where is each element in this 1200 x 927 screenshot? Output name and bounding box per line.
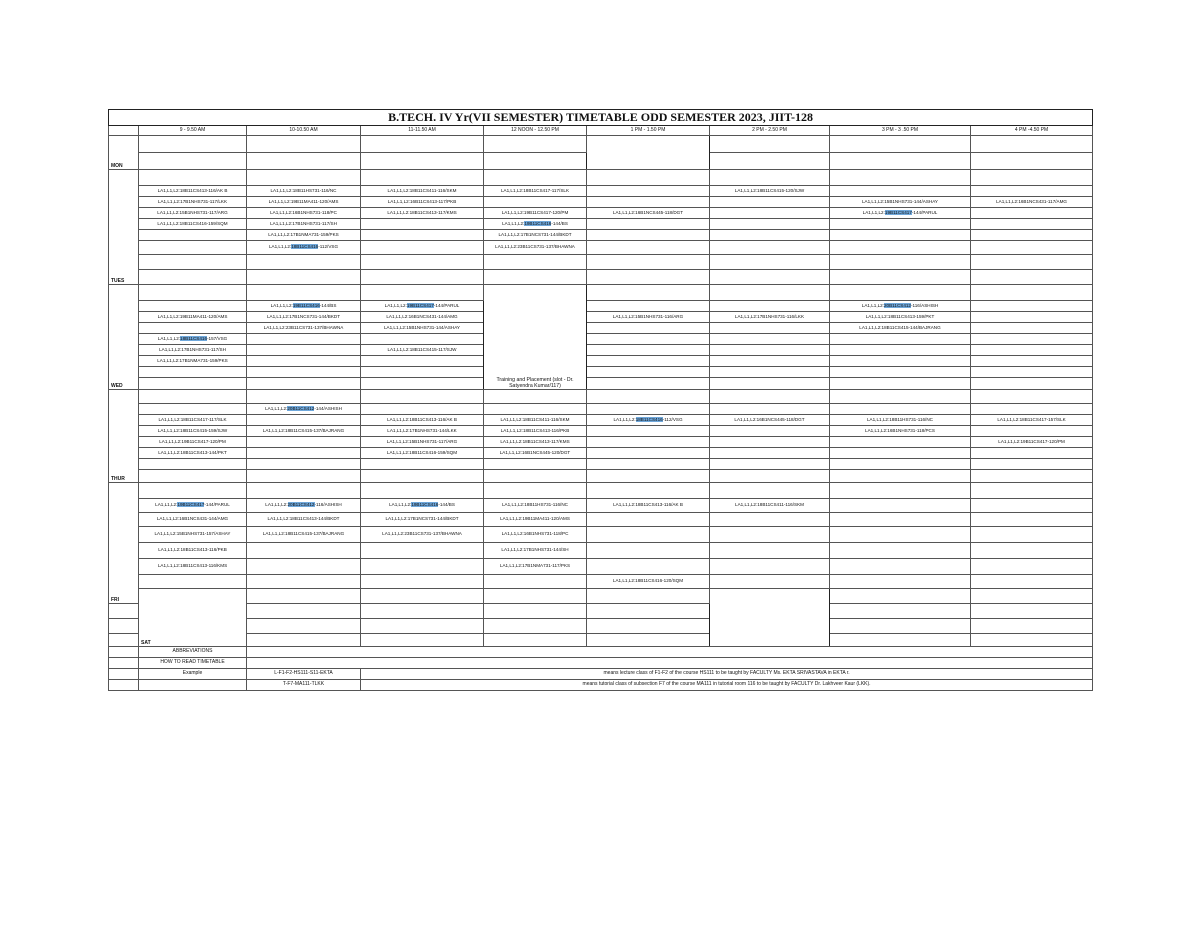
mon-row	[109, 136, 1093, 153]
class-entry: LA1,L1,L2:16B1NCS431-117/AMG	[971, 197, 1093, 208]
class-entry	[247, 241, 361, 255]
slot-header: 12 NOON - 12.50 PM	[484, 126, 587, 136]
class-entry-suffix: -144/BS	[438, 502, 455, 508]
tue-row	[109, 219, 1093, 230]
class-entry-prefix: LA1,L1,L2:	[502, 220, 525, 226]
class-entry	[587, 415, 710, 426]
class-entry	[830, 208, 971, 219]
class-entry-prefix: LA1,L1,L2:	[268, 244, 292, 250]
class-entry-prefix: LA1,L1,L2:	[862, 209, 885, 215]
tue-row	[109, 270, 1093, 285]
class-entry: LA1,L1,L2:16B1NHS731-118/PC	[247, 208, 361, 219]
class-entry: LA1,L1,L2:18B11CS415-117/SJW	[361, 345, 484, 356]
highlighted-course-code: 18B11CS416	[291, 244, 319, 250]
slot-header: 10-10.50 AM	[247, 126, 361, 136]
class-entry: LA1,L1,L2:18B11HS731-116/NC	[830, 415, 971, 426]
wed-row	[109, 334, 1093, 345]
thu-row	[109, 448, 1093, 459]
class-entry: LA1,L1,L2:19B11MA411-120/AMS	[247, 197, 361, 208]
class-entry: LA1,L1,L2:15B1NHS731-157/ASHAY	[139, 527, 247, 543]
timetable-sheet	[108, 109, 1093, 691]
class-entry-prefix: LA1,L1,L2:	[155, 502, 178, 508]
example-description: means tutorial class of subsection F7 of the course MA111 in tutorial room 116 to be taught by FACULTY Dr. Lakhveer Kaur (LKK).	[361, 680, 1093, 691]
fri-row	[109, 483, 1093, 499]
class-entry: LA1,L1,L2:18B11CS416-159/SQM	[361, 448, 484, 459]
class-entry: LA1,L1,L2:15B1NHS731-144/ASHAY	[830, 197, 971, 208]
class-entry: LA1,L1,L2:16B1NCS445-118/DGT	[710, 415, 830, 426]
class-entry: LA1,L1,L2:18B11CS416-120/SQM	[587, 575, 710, 589]
class-entry: LA1,L1,L2:18B11HS731-116/NC	[484, 499, 587, 513]
class-entry: LA1,L1,L2:17B1NHS731-116/LKK	[710, 312, 830, 323]
wed-row	[109, 367, 1093, 378]
class-entry: LA1,L1,L2:18B11CS411-116/SKM	[484, 415, 587, 426]
class-entry	[247, 499, 361, 513]
class-entry: LA1,L1,L2:18B11CS413-117/KMS	[361, 208, 484, 219]
class-entry: LA1,L1,L2:23B11CS731-137/BHAWNA	[484, 241, 587, 255]
class-entry	[247, 301, 361, 312]
class-entry: LA1,L1,L2:16B1NCS431-144/AMG	[361, 312, 484, 323]
slot-header: 11-11.50 AM	[361, 126, 484, 136]
class-entry: LA1,L1,L2:17B1NHS731-144/SH	[484, 543, 587, 559]
tue-row	[109, 255, 1093, 270]
thu-row	[109, 426, 1093, 437]
class-entry: LA1,L1,L2:17B1NHS731-117/LKK	[139, 197, 247, 208]
fri-row	[109, 559, 1093, 575]
highlighted-course-code: 19B11CS417	[406, 302, 434, 308]
class-entry: LA1,L1,L2:18B11HS731-116/NC	[247, 186, 361, 197]
class-entry-prefix: LA1,L1,L2:	[157, 335, 181, 341]
class-entry: LA1,L1,L2:19B11CS417-120/PM	[139, 437, 247, 448]
example-code: T-F7-MA111-TLKK	[247, 680, 361, 691]
class-entry: LA1,L1,L2:18B11CS417-117/SLK	[139, 415, 247, 426]
class-entry: LA1,L1,L2:15B1NHS731-116/ARG	[587, 312, 710, 323]
wed-row	[109, 301, 1093, 312]
fri-row	[109, 575, 1093, 589]
highlighted-course-code: 20B11CS412	[884, 302, 911, 308]
class-entry: LA1,L1,L2:18B11CS413-116/AK B	[587, 499, 710, 513]
footer-row	[109, 680, 1093, 691]
class-entry-prefix: LA1,L1,L2:	[265, 405, 288, 411]
tue-row	[109, 197, 1093, 208]
thu-row	[109, 415, 1093, 426]
class-entry-suffix: -144/PARUL	[911, 209, 938, 215]
class-entry: LA1,L1,L2:17B1NCS731-144/BKDT	[247, 312, 361, 323]
sat-row	[109, 619, 1093, 634]
class-entry: LA1,L1,L2:18B11CS411-116/SKM	[710, 499, 830, 513]
wed-row	[109, 285, 1093, 301]
footer-row	[109, 669, 1093, 680]
class-entry: LA1,L1,L2:19B11CS417-120/PM	[971, 437, 1093, 448]
thu-row	[109, 390, 1093, 404]
lunch-block	[710, 589, 830, 647]
class-entry: LA1,L1,L2:18B11CS413-116/AK B	[361, 415, 484, 426]
highlighted-course-code: 19B11CS417	[177, 502, 205, 508]
class-entry: LA1,L1,L2:17B1NHS731-117/SH	[247, 219, 361, 230]
highlighted-course-code: 19B11CS416	[292, 302, 320, 308]
class-entry: LA1,L1,L2:15B1NHS731-144/ASHAY	[361, 323, 484, 334]
footer-row	[109, 658, 1093, 669]
training-placement-slot: Training and Placement (slot - Dr. Satyendra Kumar/117)	[484, 285, 587, 390]
how-to-label: HOW TO READ TIMETABLE	[139, 658, 247, 669]
class-entry: LA1,L1,L2:16B1NHS731-118/PCS	[830, 426, 971, 437]
class-entry-prefix: LA1,L1,L2:	[613, 416, 636, 422]
class-entry: LA1,L1,L2:17B1NCS731-144/BKDT	[484, 230, 587, 241]
wed-row	[109, 312, 1093, 323]
class-entry	[361, 301, 484, 312]
slot-header: 9 - 9.50 AM	[139, 126, 247, 136]
class-entry-suffix: -144/ASHISH	[314, 405, 342, 411]
highlighted-course-code: 19B11CS416	[411, 502, 439, 508]
class-entry: LA1,L1,L2:18B11CS413-159/PKT	[830, 312, 971, 323]
sat-row	[109, 634, 1093, 647]
class-entry: LA1,L1,L2:18B11CS413-116/KMS	[139, 559, 247, 575]
class-entry: LA1,L1,L2:17B1NMA731-117/PKS	[484, 559, 587, 575]
class-entry	[139, 499, 247, 513]
slot-header: 2 PM - 2.50 PM	[710, 126, 830, 136]
class-entry-suffix: -144/PARUL	[204, 502, 230, 508]
class-entry-prefix: LA1,L1,L2:	[270, 302, 293, 308]
class-entry: LA1,L1,L2:16B1NCS445-118/DGT	[587, 208, 710, 219]
day-label-fri: FRI	[109, 483, 139, 604]
wed-row	[109, 356, 1093, 367]
class-entry: LA1,L1,L2:18B11CS415-159/SJW	[139, 426, 247, 437]
class-entry-prefix: LA1,L1,L2:	[389, 502, 412, 508]
day-label-thu: THUR	[109, 390, 139, 483]
tue-row	[109, 170, 1093, 186]
class-entry: LA1,L1,L2:16B11CS413-117/PKB	[361, 197, 484, 208]
class-entry	[361, 499, 484, 513]
class-entry: LA1,L1,L2:18B11CS415-137/BAJRANG	[247, 426, 361, 437]
example-label: Example	[139, 669, 247, 680]
class-entry: LA1,L1,L2:19B11MA411-120/AMS	[484, 513, 587, 527]
highlighted-course-code: 20B11CS412	[287, 405, 315, 411]
class-entry	[484, 219, 587, 230]
day-label-sat: SAT	[139, 589, 247, 647]
class-entry-suffix: -112/VSG	[318, 244, 339, 250]
class-entry: LA1,L1,L2:18B11CS411-116/SKM	[361, 186, 484, 197]
class-entry: LA1,L1,L2:18B11CS413-144/BKDT	[247, 513, 361, 527]
example-description: means lecture class of F1-F2 of the course HS111 to be taught by FACULTY Ms. EKTA SRIVASTAVA in EKTA r.	[361, 669, 1093, 680]
corner-cell	[109, 126, 139, 136]
class-entry: LA1,L1,L2:18B11CS416-159/SQM	[139, 219, 247, 230]
class-entry: LA1,L1,L2:18B11CS413-144/PKT	[139, 448, 247, 459]
class-entry: LA1,L1,L2:23B11CS731-137/BHAWNA	[247, 323, 361, 334]
timetable-title: B.TECH. IV Yr(VII SEMESTER) TIMETABLE ODD SEMESTER 2023, JIIT-128	[109, 110, 1093, 126]
header-row	[109, 126, 1093, 136]
tue-row	[109, 208, 1093, 219]
class-entry: LA1,L1,L2:18B11CS413-116/PKB	[484, 426, 587, 437]
day-label-wed: WED	[109, 285, 139, 390]
wed-row	[109, 378, 1093, 390]
class-entry: LA1,L1,L2:17B1NMA731-159/PKS	[247, 230, 361, 241]
highlighted-course-code: 19B11CS417	[884, 209, 912, 215]
wed-row	[109, 323, 1093, 334]
class-entry-suffix: -144/BS	[319, 302, 337, 308]
class-entry-suffix: -116/ASHISH	[911, 302, 939, 308]
example-code: L-F1-F2-HS111-S11-EKTA	[247, 669, 361, 680]
class-entry: LA1,L1,L2:17B1NCS731-144/BKDT	[361, 513, 484, 527]
class-entry-suffix: -144/BS	[551, 220, 568, 226]
class-entry-prefix: LA1,L1,L2:	[861, 302, 884, 308]
fri-row	[109, 513, 1093, 527]
class-entry: LA1,L1,L2:23B11CS731-137/BHAWNA	[361, 527, 484, 543]
class-entry: LA1,L1,L2:17B1NMA731-159/PKS	[139, 356, 247, 367]
tue-row	[109, 241, 1093, 255]
class-entry: LA1,L1,L2:18B11CS417-117/SLK	[484, 186, 587, 197]
thu-row	[109, 404, 1093, 415]
class-entry: LA1,L1,L2:16B1NHS731-118/PC	[484, 527, 587, 543]
footer-row	[109, 647, 1093, 658]
class-entry: LA1,L1,L2:18B11CS413-116/PKB	[139, 543, 247, 559]
class-entry: LA1,L1,L2:15B1NHS731-117/ARG	[361, 437, 484, 448]
day-label-mon: MON	[109, 136, 139, 170]
fri-row	[109, 543, 1093, 559]
class-entry: LA1,L1,L2:18B11CS413-117/KMS	[484, 437, 587, 448]
class-entry: LA1,L1,L2:16B1NCS445-120/DGT	[484, 448, 587, 459]
slot-header: 1 PM - 1.50 PM	[587, 126, 710, 136]
sat-row	[109, 604, 1093, 619]
class-entry: LA1,L1,L2:15B1NHS731-117/ARG	[139, 208, 247, 219]
class-entry: LA1,L1,L2:17B1NHS731-144/LKK	[361, 426, 484, 437]
class-entry: LA1,L1,L2:19B11MA411-120/AMS	[139, 312, 247, 323]
class-entry-prefix: LA1,L1,L2:	[265, 502, 288, 508]
class-entry: LA1,L1,L2:19B11CS417-120/PM	[484, 208, 587, 219]
thu-row	[109, 470, 1093, 483]
lunch-block	[587, 136, 710, 170]
day-label-tue: TUES	[109, 170, 139, 285]
class-entry: LA1,L1,L2:18B11CS415-144/BAJRANG	[830, 323, 971, 334]
class-entry-suffix: -144/PARUL	[433, 302, 460, 308]
class-entry	[139, 334, 247, 345]
highlighted-course-code: 18B11CS416	[635, 416, 663, 422]
wed-row	[109, 345, 1093, 356]
highlighted-course-code: 20B11CS412	[287, 502, 315, 508]
class-entry-suffix: -116/ASHISH	[314, 502, 342, 508]
thu-row	[109, 459, 1093, 470]
class-entry: LA1,L1,L2:18B11CS415-137/BAJRANG	[247, 527, 361, 543]
slot-header: 4 PM -4.50 PM	[971, 126, 1093, 136]
class-entry: LA1,L1,L2:18B11CS413-116/AK B	[139, 186, 247, 197]
class-entry-suffix: -157/VSG	[207, 335, 228, 341]
class-entry: LA1,L1,L2:16B1NCS431-144/AMG	[139, 513, 247, 527]
tue-row	[109, 230, 1093, 241]
fri-row	[109, 527, 1093, 543]
class-entry	[830, 301, 971, 312]
class-entry-suffix: -112/VSG	[662, 416, 683, 422]
thu-row	[109, 437, 1093, 448]
slot-header: 3 PM - 3 .50 PM	[830, 126, 971, 136]
tue-row	[109, 186, 1093, 197]
class-entry-prefix: LA1,L1,L2:	[384, 302, 407, 308]
abbreviations-label: ABBREVIATIONS	[139, 647, 247, 658]
class-entry: LA1,L1,L2:18B11CS415-120/SJW	[710, 186, 830, 197]
class-entry: LA1,L1,L2:18B11CS417-157/SLK	[971, 415, 1093, 426]
sat-row	[109, 589, 1093, 604]
highlighted-course-code: 19B11CS416	[524, 220, 552, 226]
fri-row	[109, 499, 1093, 513]
class-entry	[247, 404, 361, 415]
highlighted-course-code: 18B11CS416	[180, 335, 208, 341]
class-entry: LA1,L1,L2:17B1NHS731-117/SH	[139, 345, 247, 356]
